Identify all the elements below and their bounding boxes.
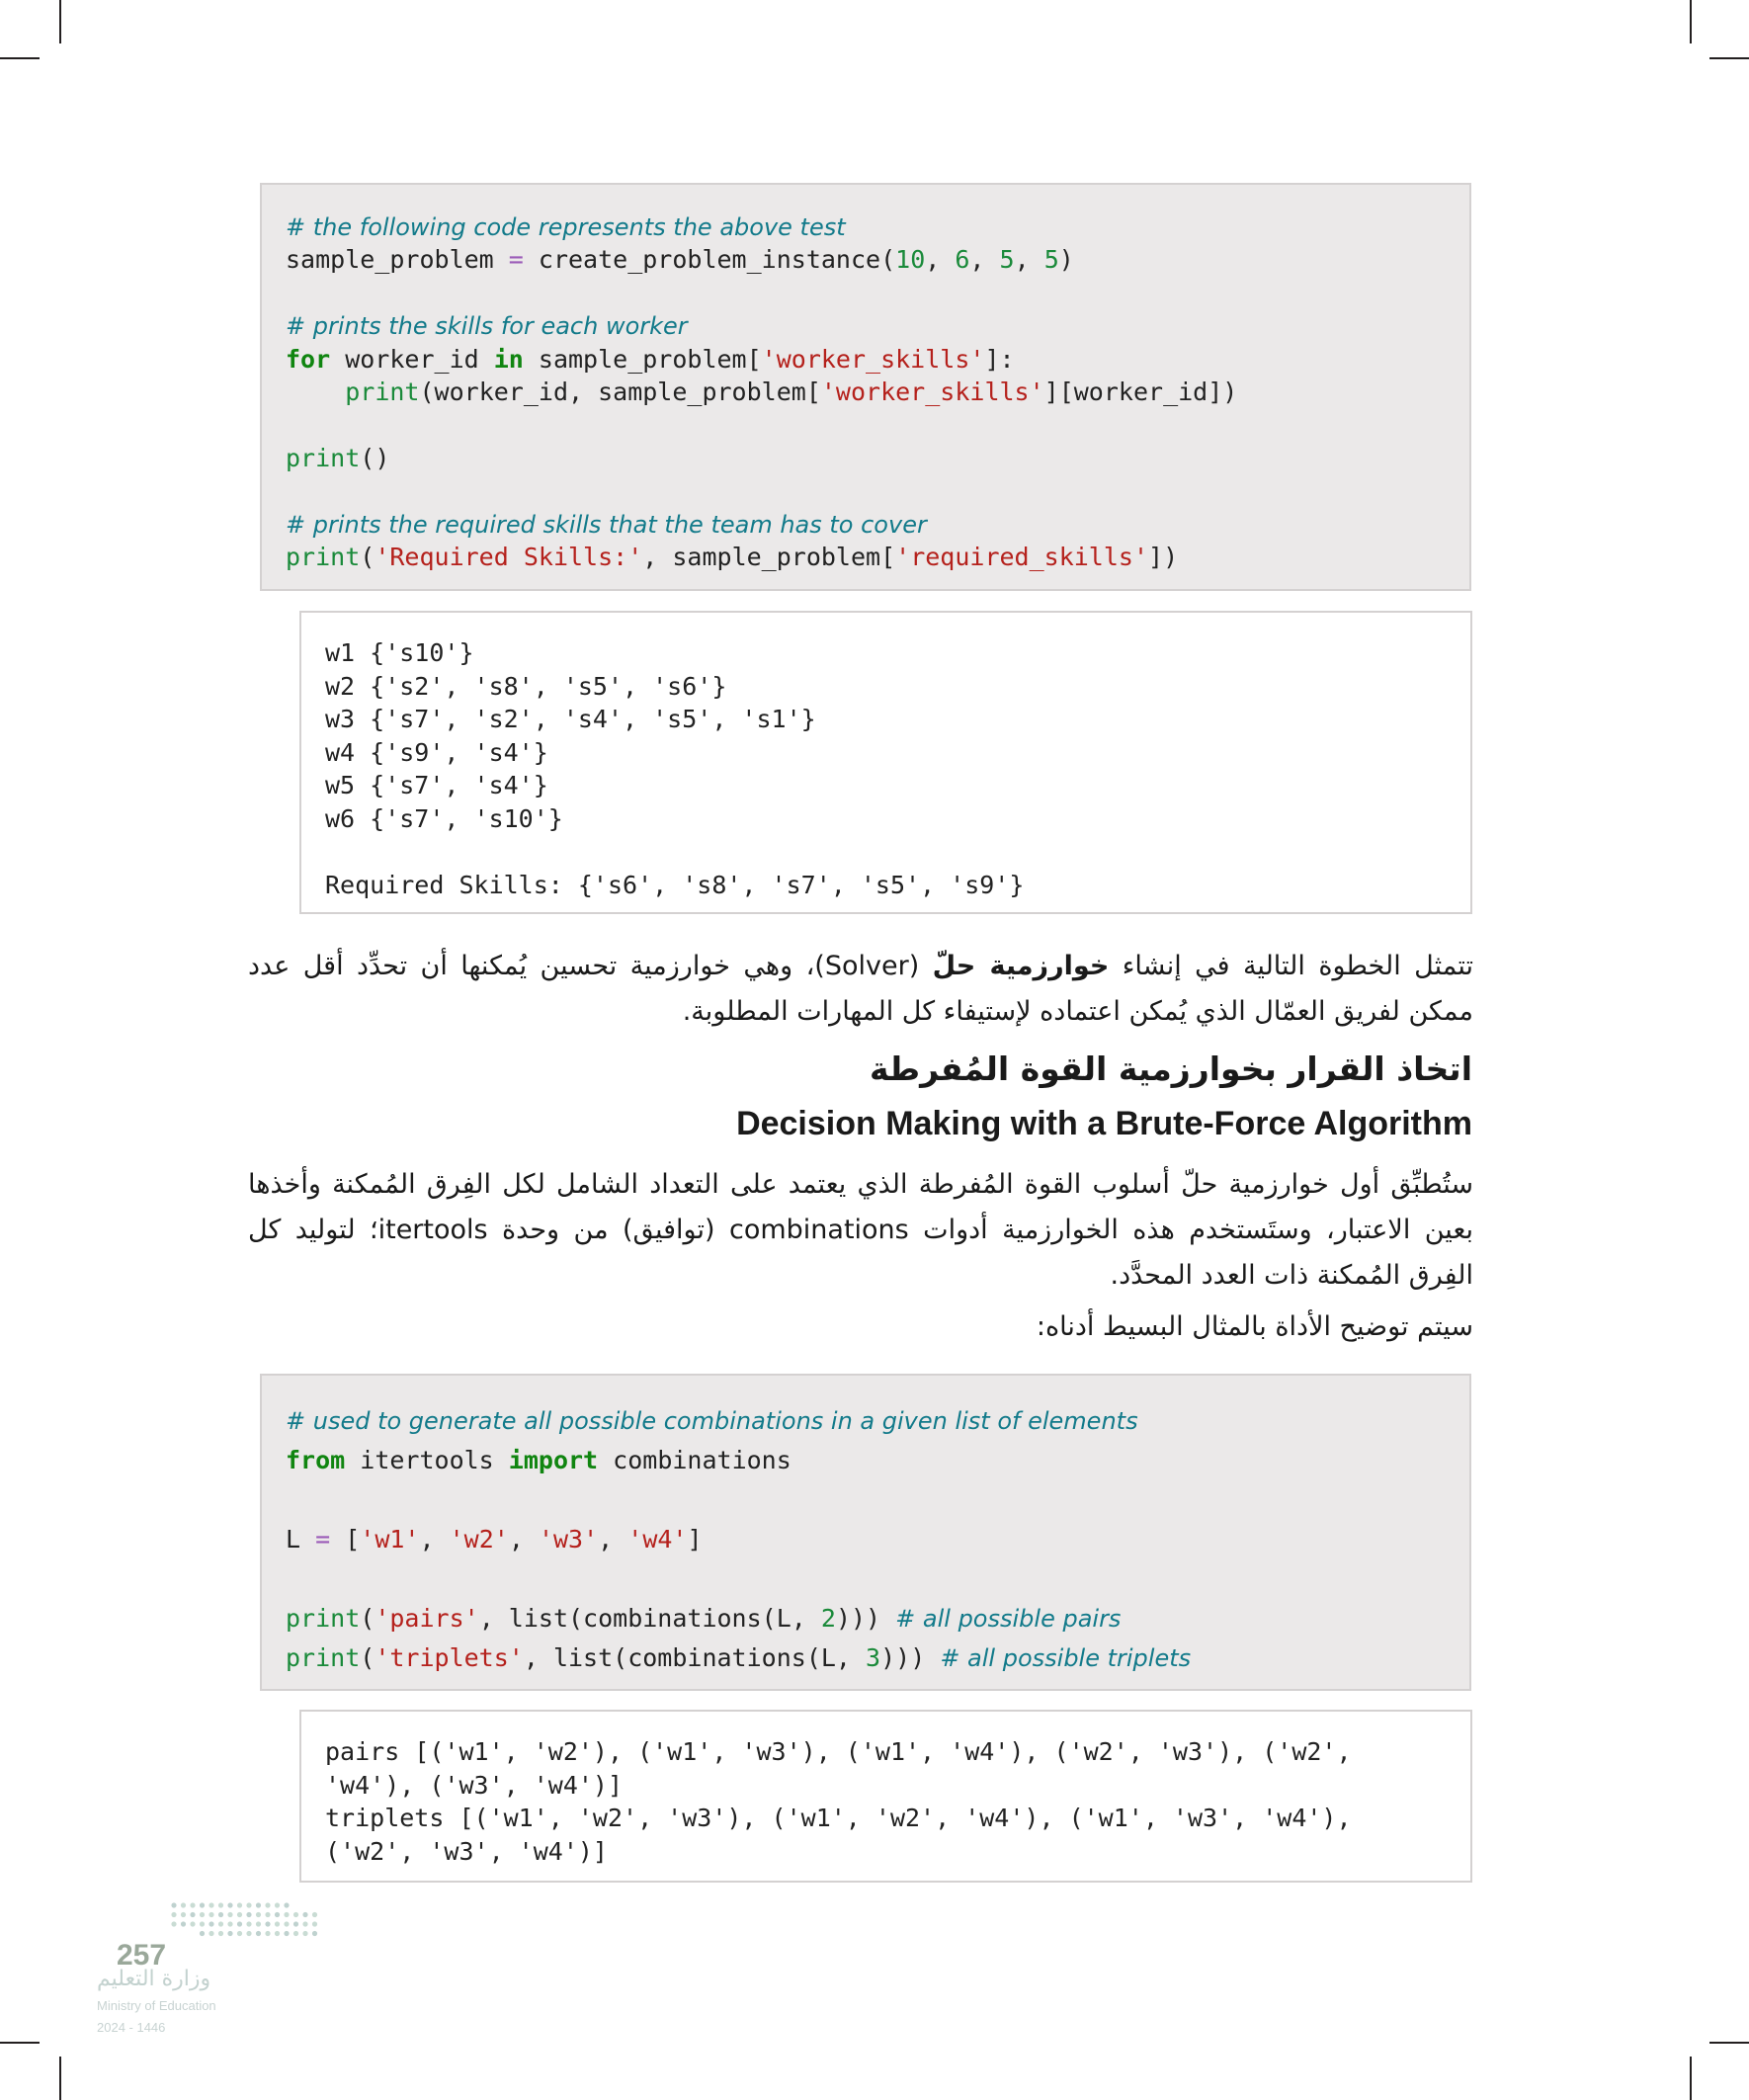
code-token: print <box>286 443 361 472</box>
code-token: for <box>286 344 331 374</box>
code-comment: # prints the required skills that the team has to cover <box>286 510 927 539</box>
logo-dot <box>312 1912 317 1917</box>
logo-dot <box>208 1902 213 1907</box>
logo-dot <box>171 1912 176 1917</box>
logo-dot <box>293 1912 298 1917</box>
logo-dot <box>237 1902 242 1907</box>
logo-dot <box>227 1921 232 1926</box>
logo-dot <box>208 1931 213 1936</box>
code-token: ][worker_id]) <box>1043 377 1238 406</box>
code-token: 6 <box>955 245 970 275</box>
code-line <box>286 1480 1446 1520</box>
code-token: , <box>419 1525 450 1554</box>
code-token: ( <box>360 1604 375 1633</box>
logo-dot <box>218 1931 223 1936</box>
section-heading-arabic: اتخاذ القرار بخوارزمية القوة المُفرطة <box>870 1050 1472 1088</box>
paren-term: (Solver) <box>814 951 933 981</box>
logo-dot <box>265 1931 270 1936</box>
output-line: w6 {'s7', 's10'} <box>325 803 563 833</box>
section-heading-english: Decision Making with a Brute-Force Algorithm <box>736 1105 1472 1142</box>
code-token: 'w1' <box>360 1525 420 1554</box>
crop-mark <box>0 57 40 59</box>
code-token: ) <box>1058 245 1074 275</box>
logo-dot <box>218 1921 223 1926</box>
logo-dot <box>256 1921 261 1926</box>
code-token: worker_id <box>330 344 494 374</box>
code-token: create_problem_instance( <box>523 245 896 275</box>
logo-dot <box>190 1902 195 1907</box>
logo-dot <box>227 1931 232 1936</box>
code-line <box>286 1599 1446 1638</box>
logo-dot <box>284 1912 289 1917</box>
code-token <box>286 378 345 406</box>
code-token: L <box>286 1525 316 1554</box>
logo-dot <box>275 1902 280 1907</box>
logo-dot <box>302 1921 307 1926</box>
code-lines <box>286 210 1446 573</box>
code-token: ]) <box>1148 542 1179 571</box>
code-lines <box>286 1401 1446 1678</box>
bold-term: خوارزمية حلّ <box>932 951 1110 981</box>
code-token: from <box>286 1446 346 1474</box>
logo-dot <box>218 1902 223 1907</box>
logo-dot <box>237 1931 242 1936</box>
logo-dot <box>227 1902 232 1907</box>
code-token: 'w4' <box>627 1525 688 1554</box>
code-token: sample_problem[ <box>523 344 762 374</box>
code-token: 'w2' <box>449 1525 509 1554</box>
code-token: 'triplets' <box>375 1643 524 1672</box>
code-token: ( <box>360 542 375 571</box>
code-token: ))) <box>835 1604 896 1633</box>
code-token: itertools <box>345 1446 509 1474</box>
logo-dot <box>208 1921 213 1926</box>
code-line <box>286 210 1446 243</box>
output-line: w1 {'s10'} <box>325 638 474 667</box>
crop-mark <box>59 0 61 43</box>
code-token: 'pairs' <box>375 1604 479 1633</box>
logo-dot <box>246 1902 251 1907</box>
ministry-name-arabic: وزارة التعليم <box>97 1967 211 1991</box>
logo-dot <box>284 1902 289 1907</box>
code-comment: # prints the skills for each worker <box>286 312 688 341</box>
code-token: , <box>1014 245 1044 275</box>
logo-dot <box>256 1912 261 1917</box>
crop-mark <box>1690 0 1692 43</box>
output-line: triplets [('w1', 'w2', 'w3'), ('w1', 'w2', 'w4'), ('w1', 'w3', 'w4'), <box>325 1804 1352 1833</box>
code-token: 'Required Skills:' <box>375 542 643 571</box>
code-token: print <box>345 377 420 406</box>
code-token: , <box>925 245 956 275</box>
output-line: w5 {'s7', 's4'} <box>325 771 548 800</box>
crop-mark <box>59 2057 61 2100</box>
code-token: in <box>493 344 524 374</box>
logo-dot <box>246 1912 251 1917</box>
code-token: print <box>286 1643 361 1672</box>
output-lines <box>325 636 1447 902</box>
paragraph-brute-force: ستُطبِّق أول خوارزمية حلّ أسلوب القوة المُفرطة الذي يعتمد على التعداد الشامل لكل الفِرق المُمكنة وأخذها بعين الاعتبار، وستَستخدم هذه الخوارزمية أدوات combinations (توافيق) من وحدة itertools؛ لتوليد كل الفِرق المُمكنة ذات العدد المحدَّد. <box>248 1169 1473 1291</box>
logo-dot <box>284 1931 289 1936</box>
logo-dot <box>256 1931 261 1936</box>
code-token: 5 <box>1043 245 1059 275</box>
crop-mark <box>1709 2042 1749 2044</box>
output-lines <box>325 1735 1447 1868</box>
logo-dot <box>246 1921 251 1926</box>
logo-dot <box>284 1921 289 1926</box>
code-token: 'w3' <box>538 1525 599 1554</box>
code-token: , list(combinations(L, <box>478 1604 821 1633</box>
code-line <box>286 277 1446 309</box>
code-line <box>286 1520 1446 1559</box>
ministry-logo-dots <box>168 1899 326 1941</box>
code-line <box>286 442 1446 474</box>
logo-dot <box>181 1921 186 1926</box>
output-line: w3 {'s7', 's2', 's4', 's5', 's1'} <box>325 705 816 734</box>
code-cell-1 <box>260 183 1471 591</box>
code-token: ] <box>687 1525 703 1554</box>
logo-dot <box>171 1921 176 1926</box>
output-line: pairs [('w1', 'w2'), ('w1', 'w3'), ('w1', 'w4'), ('w2', 'w3'), ('w2', <box>325 1737 1352 1766</box>
output-line: w2 {'s2', 's8', 's5', 's6'} <box>325 671 727 701</box>
code-token: sample_problem <box>286 245 509 275</box>
logo-dot <box>237 1912 242 1917</box>
logo-dot <box>171 1902 176 1907</box>
code-comment: # used to generate all possible combinations in a given list of elements <box>286 1407 1138 1435</box>
code-line <box>286 508 1446 541</box>
code-token: ( <box>360 1643 375 1672</box>
output-line: w4 {'s9', 's4'} <box>325 737 548 767</box>
code-line <box>286 1559 1446 1599</box>
code-token: 5 <box>999 245 1015 275</box>
logo-dot <box>293 1921 298 1926</box>
crop-mark <box>1709 57 1749 59</box>
code-comment: # all possible triplets <box>940 1644 1192 1672</box>
code-cell-2 <box>260 1374 1471 1691</box>
code-line <box>286 1638 1446 1678</box>
logo-dot <box>312 1931 317 1936</box>
logo-dot <box>200 1931 205 1936</box>
paragraph-text: ، وهي خوارزمية تحسين يُمكنها أن تحدِّد أقل عدد ممكن لفريق العمّال الذي يُمكن اعتماده لإستيفاء كل المهارات المطلوبة. <box>248 951 1473 1027</box>
code-token: import <box>508 1446 599 1474</box>
code-line <box>286 243 1446 276</box>
code-comment: # all possible pairs <box>895 1605 1122 1633</box>
code-token: 10 <box>895 245 926 275</box>
crop-mark <box>1690 2057 1692 2100</box>
code-token: 3 <box>866 1643 881 1672</box>
code-line <box>286 541 1446 573</box>
logo-dot <box>293 1931 298 1936</box>
output-line: ('w2', 'w3', 'w4')] <box>325 1836 608 1866</box>
logo-dot <box>275 1921 280 1926</box>
page-number: 257 <box>117 1939 167 1972</box>
code-token: 2 <box>820 1604 836 1633</box>
paragraph-text: تتمثل الخطوة التالية في إنشاء <box>1109 951 1473 981</box>
code-line <box>286 1401 1446 1441</box>
code-token: combinations <box>598 1446 791 1474</box>
logo-dot <box>246 1931 251 1936</box>
code-token: (worker_id, sample_problem[ <box>419 377 821 406</box>
code-token: , sample_problem[ <box>642 542 896 571</box>
logo-dot <box>218 1912 223 1917</box>
code-token: = <box>508 245 524 275</box>
code-token: ))) <box>880 1643 941 1672</box>
code-line <box>286 408 1446 441</box>
output-line <box>325 836 1447 870</box>
code-token: = <box>315 1525 331 1554</box>
code-token: , list(combinations(L, <box>523 1643 867 1672</box>
logo-dot <box>302 1912 307 1917</box>
code-token: , <box>969 245 1000 275</box>
code-line <box>286 343 1446 376</box>
logo-dot <box>265 1921 270 1926</box>
code-line <box>286 376 1446 408</box>
output-cell-2 <box>299 1710 1472 1883</box>
logo-dot <box>190 1912 195 1917</box>
ministry-name-english: Ministry of Education <box>97 1998 216 2013</box>
logo-dot <box>181 1912 186 1917</box>
logo-dot <box>200 1921 205 1926</box>
logo-dot <box>312 1921 317 1926</box>
code-token: ]: <box>984 344 1015 374</box>
edition-year: 2024 - 1446 <box>97 2020 166 2035</box>
logo-dot <box>237 1921 242 1926</box>
logo-dot <box>256 1902 261 1907</box>
logo-dot <box>302 1931 307 1936</box>
paragraph-example-intro: سيتم توضيح الأداة بالمثال البسيط أدناه: <box>1036 1311 1473 1342</box>
code-token: , <box>508 1525 539 1554</box>
code-token: 'required_skills' <box>895 542 1149 571</box>
output-line: 'w4'), ('w3', 'w4')] <box>325 1770 624 1800</box>
logo-dot <box>275 1931 280 1936</box>
logo-dot <box>227 1912 232 1917</box>
crop-mark <box>0 2042 40 2044</box>
logo-dot <box>265 1902 270 1907</box>
code-line <box>286 1441 1446 1480</box>
code-token: print <box>286 542 361 571</box>
code-token: 'worker_skills' <box>761 344 985 374</box>
code-line <box>286 309 1446 342</box>
code-comment: # the following code represents the above test <box>286 213 846 241</box>
output-line: Required Skills: {'s6', 's8', 's7', 's5', 's9'} <box>325 871 1025 900</box>
code-token: [ <box>330 1525 361 1554</box>
code-token: 'worker_skills' <box>820 377 1044 406</box>
code-token: , <box>598 1525 628 1554</box>
logo-dot <box>265 1912 270 1917</box>
logo-dot <box>275 1912 280 1917</box>
code-token: () <box>360 443 390 472</box>
code-token: print <box>286 1604 361 1633</box>
output-cell-1 <box>299 611 1472 914</box>
logo-dot <box>200 1902 205 1907</box>
logo-dot <box>200 1912 205 1917</box>
logo-dot <box>208 1912 213 1917</box>
paragraph-solver-intro <box>248 944 1473 1035</box>
logo-dot <box>190 1921 195 1926</box>
logo-dot <box>181 1902 186 1907</box>
code-line <box>286 474 1446 507</box>
